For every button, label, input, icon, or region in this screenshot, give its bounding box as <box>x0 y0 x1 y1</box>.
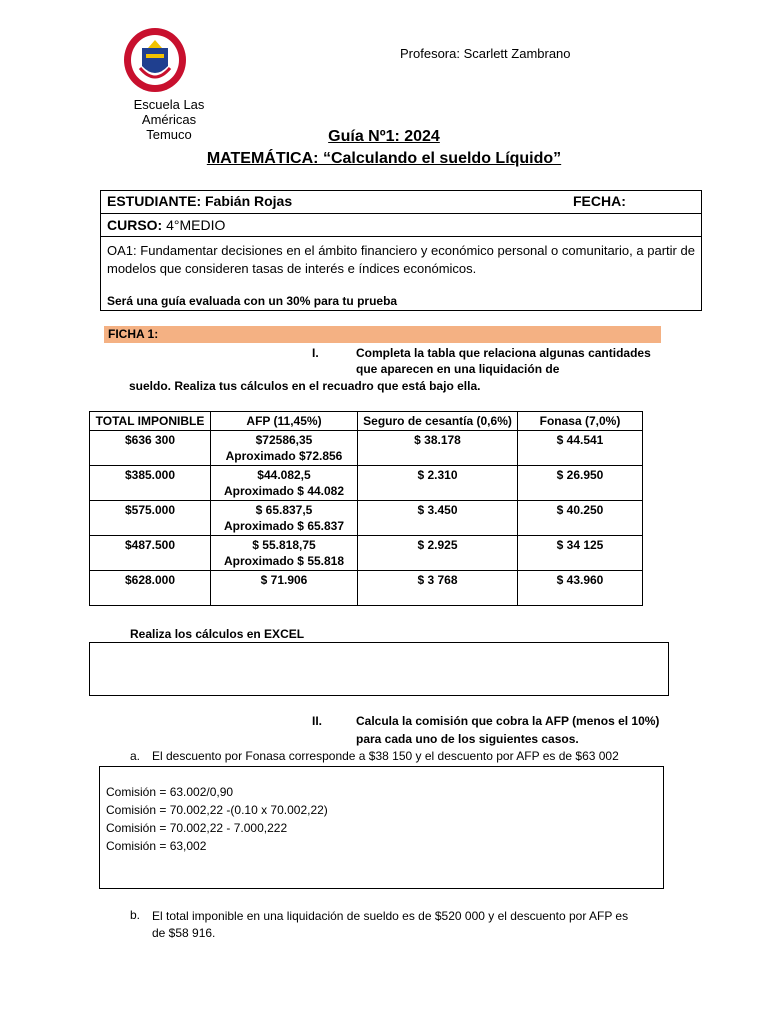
answer-line: Comisión = 63.002/0,90 <box>106 785 234 799</box>
header-seguro-cesantia: Seguro de cesantía (0,6%) <box>358 412 518 431</box>
cell-total: $575.000 <box>90 501 211 536</box>
cell-seguro: $ 3.450 <box>358 501 518 536</box>
calculation-box[interactable] <box>89 642 669 696</box>
item-b-line2: de $58 916. <box>152 926 216 940</box>
student-row <box>101 191 701 214</box>
afp-value: $ 65.837,5 <box>255 503 313 517</box>
teacher-name: Profesora: Scarlett Zambrano <box>400 46 571 61</box>
cell-total: $628.000 <box>90 571 211 606</box>
salary-table <box>89 411 643 606</box>
cell-fonasa: $ 34 125 <box>518 536 643 571</box>
guide-subtitle: MATEMÁTICA: “Calculando el sueldo Líquido” <box>206 150 562 167</box>
section2-numeral: II. <box>312 714 323 728</box>
item-a-marker: a. <box>130 749 141 763</box>
afp-value: $44.082,5 <box>257 468 311 482</box>
answer-line: Comisión = 63,002 <box>106 839 207 853</box>
ficha-banner <box>104 326 661 343</box>
afp-approx: Aproximado $72.856 <box>225 449 343 463</box>
school-logo <box>122 26 188 96</box>
item-b-marker: b. <box>130 908 141 922</box>
cell-afp <box>211 501 358 536</box>
cell-fonasa: $ 26.950 <box>518 466 643 501</box>
evaluation-note: Será una guía evaluada con un 30% para tu prueba <box>107 294 398 308</box>
cell-total: $487.500 <box>90 536 211 571</box>
excel-label: Realiza los cálculos en EXCEL <box>130 627 305 641</box>
cell-afp <box>211 431 358 466</box>
afp-approx: Aproximado $ 55.818 <box>223 554 345 568</box>
table-row <box>90 431 643 466</box>
answer-lines <box>106 783 328 855</box>
section1-line2: que aparecen en una liquidación de <box>356 362 560 376</box>
item-b-line1: El total imponible en una liquidación de sueldo es de $520 000 y el descuento por AFP es <box>152 909 629 923</box>
cell-seguro: $ 2.310 <box>358 466 518 501</box>
cell-afp <box>211 466 358 501</box>
header-fonasa: Fonasa (7,0%) <box>518 412 643 431</box>
student-name: ESTUDIANTE: Fabián Rojas <box>107 193 293 209</box>
answer-line: Comisión = 70.002,22 -(0.10 x 70.002,22) <box>106 803 328 817</box>
course-value: 4°MEDIO <box>162 217 226 233</box>
answer-line: Comisión = 70.002,22 - 7.000,222 <box>106 821 288 835</box>
learning-objective: OA1: Fundamentar decisiones en el ámbito financiero y económico personal o comunitario, a partir de modelos que consideren tasas de interés e índices económicos. <box>107 243 695 276</box>
item-b-text <box>152 908 628 942</box>
course-label: CURSO: <box>107 217 163 233</box>
ficha-label: FICHA 1: <box>108 327 159 341</box>
section1-numeral: I. <box>312 346 319 360</box>
cell-seguro: $ 38.178 <box>358 431 518 466</box>
cell-fonasa: $ 44.541 <box>518 431 643 466</box>
school-name-line1: Escuela Las Américas <box>133 97 205 127</box>
header-afp: AFP (11,45%) <box>211 412 358 431</box>
table-row <box>90 501 643 536</box>
afp-approx: Aproximado $ 44.082 <box>223 484 345 498</box>
section1-line3: sueldo. Realiza tus cálculos en el recuadro que está bajo ella. <box>129 379 481 393</box>
section2-line1: Calcula la comisión que cobra la AFP (menos el 10%) <box>356 714 660 728</box>
afp-approx: Aproximado $ 65.837 <box>223 519 345 533</box>
cell-fonasa: $ 40.250 <box>518 501 643 536</box>
cell-afp <box>211 571 358 606</box>
table-row <box>90 466 643 501</box>
section1-line1: Completa la tabla que relaciona algunas cantidades <box>356 346 651 360</box>
cell-total: $385.000 <box>90 466 211 501</box>
afp-value: $ 55.818,75 <box>252 538 316 552</box>
cell-fonasa: $ 43.960 <box>518 571 643 606</box>
cell-afp <box>211 536 358 571</box>
school-name-line2: Temuco <box>146 127 192 142</box>
course <box>107 217 225 233</box>
date-label: FECHA: <box>573 193 626 209</box>
course-row <box>101 214 701 237</box>
table-header-row <box>90 412 643 431</box>
cell-seguro: $ 2.925 <box>358 536 518 571</box>
afp-value: $72586,35 <box>255 433 313 447</box>
section2-line2: para cada uno de los siguientes casos. <box>356 732 579 746</box>
guide-title: Guía Nº1: 2024 <box>328 128 440 145</box>
cell-seguro: $ 3 768 <box>358 571 518 606</box>
item-a-text: El descuento por Fonasa corresponde a $38 150 y el descuento por AFP es de $63 002 <box>152 749 619 763</box>
cell-total: $636 300 <box>90 431 211 466</box>
table-row <box>90 536 643 571</box>
header-total-imponible: TOTAL IMPONIBLE <box>90 412 211 431</box>
afp-value: $ 71.906 <box>260 573 308 587</box>
table-row <box>90 571 643 606</box>
student-info-box <box>100 190 702 311</box>
